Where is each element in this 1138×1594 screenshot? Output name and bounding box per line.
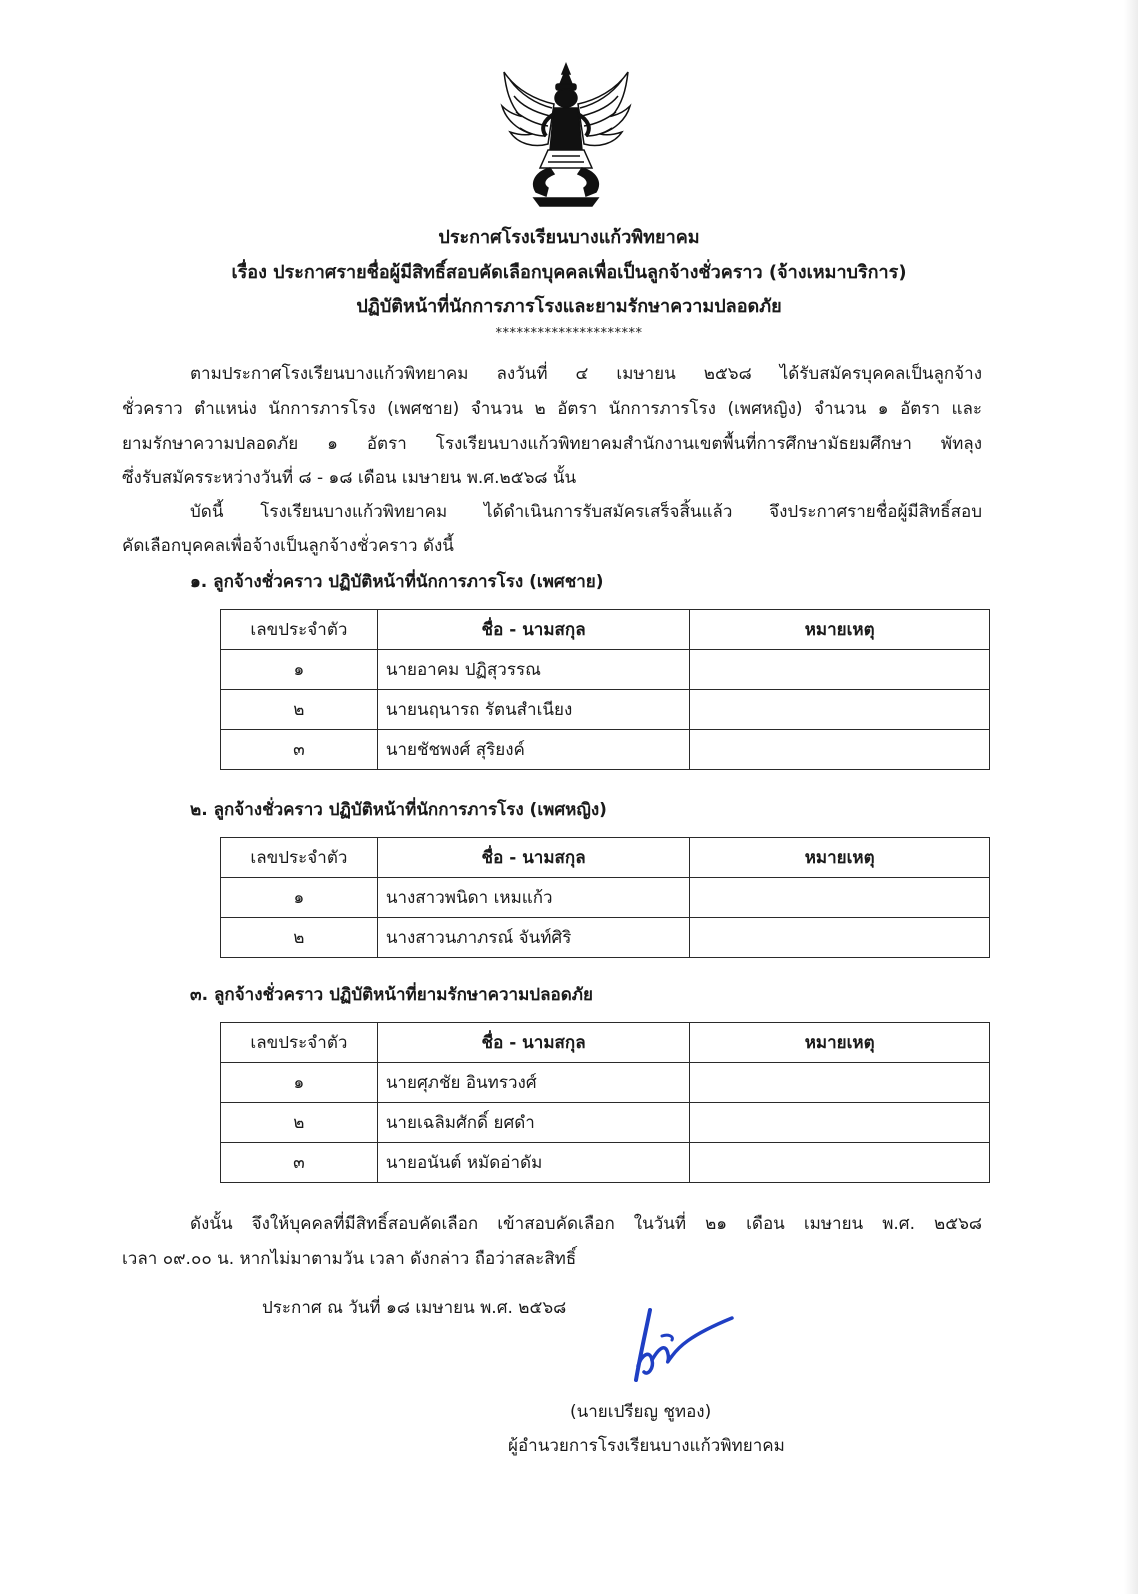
- table-row: [221, 918, 990, 958]
- candidate-note: [690, 1103, 990, 1143]
- table-row: [221, 690, 990, 730]
- candidate-name: นางสาวพนิดา เหมแก้ว: [377, 878, 690, 918]
- column-id-header: เลขประจำตัว: [221, 838, 378, 878]
- section-title: ๓. ลูกจ้างชั่วคราว ปฏิบัติหน้าที่ยามรักษาความปลอดภัย: [190, 985, 593, 1005]
- column-note-header: หมายเหตุ: [690, 610, 990, 650]
- section-title: ๑. ลูกจ้างชั่วคราว ปฏิบัติหน้าที่นักการภารโรง (เพศชาย): [190, 572, 604, 592]
- candidate-name: นางสาวนภาภรณ์ จันท์ศิริ: [377, 918, 690, 958]
- column-note-header: หมายเหตุ: [690, 1023, 990, 1063]
- table-header-row: [221, 1023, 990, 1063]
- garuda-emblem-icon: [496, 60, 636, 208]
- handwritten-signature-icon: [628, 1306, 738, 1388]
- paragraph-line: ชั่วคราว ตำแหน่ง นักการภารโรง (เพศชาย) จำนวน ๒ อัตรา นักการภารโรง (เพศหญิง) จำนวน ๑ อัตรา และ: [122, 399, 982, 419]
- paragraph-line: ซึ่งรับสมัครระหว่างวันที่ ๘ - ๑๘ เดือน เมษายน พ.ศ.๒๕๖๘ นั้น: [122, 468, 577, 488]
- candidate-table: [220, 1022, 990, 1183]
- table-row: [221, 878, 990, 918]
- candidate-name: นายอาคม ปฏิสุวรรณ: [377, 650, 690, 690]
- candidate-id: ๑: [221, 878, 378, 918]
- announcement-duty: ปฏิบัติหน้าที่นักการภารโรงและยามรักษาความปลอดภัย: [356, 296, 782, 317]
- section-title: ๒. ลูกจ้างชั่วคราว ปฏิบัติหน้าที่นักการภารโรง (เพศหญิง): [190, 800, 607, 820]
- candidate-id: ๓: [221, 1143, 378, 1183]
- signer-name: (นายเปรียญ ชูทอง): [570, 1402, 712, 1422]
- table-header-row: [221, 838, 990, 878]
- column-id-header: เลขประจำตัว: [221, 610, 378, 650]
- paragraph-line: ยามรักษาความปลอดภัย ๑ อัตรา โรงเรียนบางแก้วพิทยาคมสำนักงานเขตพื้นที่การศึกษามัธยมศึกษา พัทลุง: [122, 434, 982, 454]
- column-name-header: ชื่อ - นามสกุล: [377, 610, 690, 650]
- table-row: [221, 650, 990, 690]
- candidate-id: ๑: [221, 650, 378, 690]
- table-row: [221, 1103, 990, 1143]
- table-row: [221, 730, 990, 770]
- column-id-header: เลขประจำตัว: [221, 1023, 378, 1063]
- paragraph-line: บัดนี้ โรงเรียนบางแก้วพิทยาคม ได้ดำเนินการรับสมัครเสร็จสิ้นแล้ว จึงประกาศรายชื่อผู้มีสิทธิ์สอบ: [190, 502, 982, 522]
- candidate-id: ๒: [221, 918, 378, 958]
- paragraph-line: คัดเลือกบุคคลเพื่อจ้างเป็นลูกจ้างชั่วคราว ดังนี้: [122, 536, 454, 556]
- candidate-id: ๒: [221, 690, 378, 730]
- candidate-note: [690, 730, 990, 770]
- candidate-note: [690, 1063, 990, 1103]
- table-row: [221, 1063, 990, 1103]
- candidate-id: ๓: [221, 730, 378, 770]
- candidate-name: นายชัชพงศ์ สุริยงค์: [377, 730, 690, 770]
- candidate-name: นายนฤนารถ รัตนสำเนียง: [377, 690, 690, 730]
- signer-position: ผู้อำนวยการโรงเรียนบางแก้วพิทยาคม: [508, 1436, 785, 1456]
- candidate-id: ๑: [221, 1063, 378, 1103]
- candidate-note: [690, 918, 990, 958]
- paragraph-line: ตามประกาศโรงเรียนบางแก้วพิทยาคม ลงวันที่ ๔ เมษายน ๒๕๖๘ ได้รับสมัครบุคคลเป็นลูกจ้าง: [190, 364, 982, 384]
- announcement-title: ประกาศโรงเรียนบางแก้วพิทยาคม: [438, 227, 700, 248]
- announcement-date: ประกาศ ณ วันที่ ๑๘ เมษายน พ.ศ. ๒๕๖๘: [262, 1298, 567, 1318]
- candidate-name: นายศุภชัย อินทรวงศ์: [377, 1063, 690, 1103]
- candidate-note: [690, 650, 990, 690]
- candidate-note: [690, 690, 990, 730]
- column-note-header: หมายเหตุ: [690, 838, 990, 878]
- candidate-name: นายเฉลิมศักดิ์ ยศดำ: [377, 1103, 690, 1143]
- column-name-header: ชื่อ - นามสกุล: [377, 838, 690, 878]
- table-header-row: [221, 610, 990, 650]
- candidate-name: นายอนันต์ หมัดอ่าดัม: [377, 1143, 690, 1183]
- paragraph-line: ดังนั้น จึงให้บุคคลที่มีสิทธิ์สอบคัดเลือก เข้าสอบคัดเลือก ในวันที่ ๒๑ เดือน เมษายน พ.ศ. ๒๕๖๘: [190, 1214, 982, 1234]
- candidate-id: ๒: [221, 1103, 378, 1143]
- candidate-note: [690, 1143, 990, 1183]
- candidate-table: [220, 837, 990, 958]
- announcement-subject: เรื่อง ประกาศรายชื่อผู้มีสิทธิ์สอบคัดเลือกบุคคลเพื่อเป็นลูกจ้างชั่วคราว (จ้างเหมาบริการ): [231, 262, 907, 283]
- column-name-header: ชื่อ - นามสกุล: [377, 1023, 690, 1063]
- table-row: [221, 1143, 990, 1183]
- candidate-table: [220, 609, 990, 770]
- candidate-note: [690, 878, 990, 918]
- paragraph-line: เวลา ๐๙.๐๐ น. หากไม่มาตามวัน เวลา ดังกล่าว ถือว่าสละสิทธิ์: [122, 1249, 577, 1269]
- separator-stars: *********************: [495, 326, 643, 341]
